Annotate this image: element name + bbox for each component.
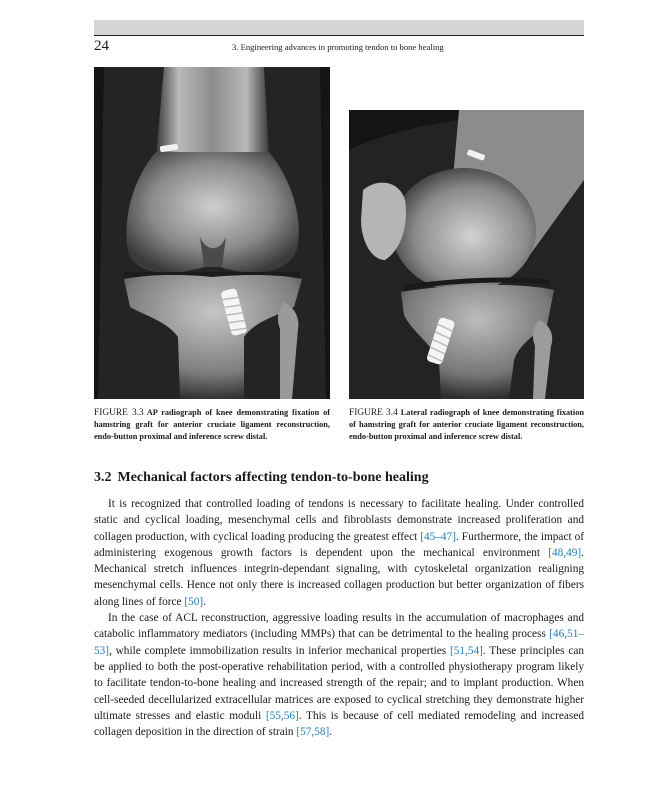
figure-label: FIGURE 3.3 — [94, 408, 144, 418]
caption-text: AP radiograph of knee demonstrating fixation of hamstring graft for anterior cruciate ligament reconstruction, endo-button proximal and inference screw distal. — [94, 408, 330, 441]
paragraph-text: , while complete immobilization results in inferior mechanical properties — [109, 644, 450, 657]
citation-link[interactable]: [50] — [184, 595, 204, 608]
section-title: Mechanical factors affecting tendon-to-bone healing — [117, 470, 429, 485]
page-number: 24 — [94, 38, 109, 54]
citation-link[interactable]: [48,49] — [548, 546, 582, 559]
body-text — [94, 496, 584, 740]
citation-link[interactable]: [51,54] — [449, 644, 483, 657]
caption-text: Lateral radiograph of knee demonstrating fixation of hamstring graft for anterior cruciate ligament reconstruction, endo-button proximal and inference screw distal. — [349, 408, 584, 441]
citation-link[interactable]: [45–47] — [420, 530, 456, 543]
paragraph-text: . Furthermore, the impact of administering exogenous growth factors is dependent upon the mechanical environment — [94, 530, 584, 559]
paragraph-text: . Mechanical stretch influences integrin-dependant signaling, with cytoskeletal organization realigning mesenchymal cells. Hence not only there is increased collagen production but better organization of fibers along lines of force — [94, 546, 584, 608]
section-number: 3.2 — [94, 470, 112, 485]
paragraph-text: . These principles can be applied to both the post-operative rehabilitation period, with a controlled physiotherapy program likely to facilitate tendon-to-bone healing and increased strength of the repair; and to implant production. When cell-seeded decellularized extracellular matrices are exposed to cyclical stretching they demonstrate higher ultimate stresses and elastic moduli — [94, 644, 585, 722]
citation-link[interactable]: [46,51–53] — [94, 628, 584, 657]
header-bar — [94, 20, 584, 35]
paragraph-text: . — [329, 726, 333, 739]
figure-3-3-caption — [94, 407, 330, 443]
figure-3-4-caption — [349, 407, 584, 443]
paragraph — [94, 496, 584, 610]
figure-3-4-lateral-radiograph — [349, 110, 584, 399]
citation-link[interactable]: [57,58] — [296, 726, 330, 739]
section-heading — [94, 470, 429, 486]
figure-3-3-ap-radiograph — [94, 67, 330, 399]
citation-link[interactable]: [55,56] — [265, 709, 299, 722]
paragraph-text: In the case of ACL reconstruction, aggressive loading results in the accumulation of macrophages and catabolic inflammatory mediators (including MMPs) that can be detrimental to the healing process — [94, 612, 584, 641]
header-rule — [94, 35, 584, 36]
paragraph-text: . This is because of cell mediated remodeling and increased collagen deposition in the direction of strain — [94, 709, 584, 739]
paragraph-text: . — [203, 595, 206, 608]
paragraph — [94, 610, 584, 740]
running-head: 3. Engineering advances in promoting tendon to bone healing — [232, 42, 444, 52]
figure-label: FIGURE 3.4 — [349, 408, 398, 418]
paragraph-text: It is recognized that controlled loading of tendons is necessary to facilitate healing. Under controlled static and cyclical loading, mesenchymal cells and fibroblasts demonstrate increased proliferation and collagen production, with cyclical loading producing the greatest effect — [94, 498, 584, 543]
